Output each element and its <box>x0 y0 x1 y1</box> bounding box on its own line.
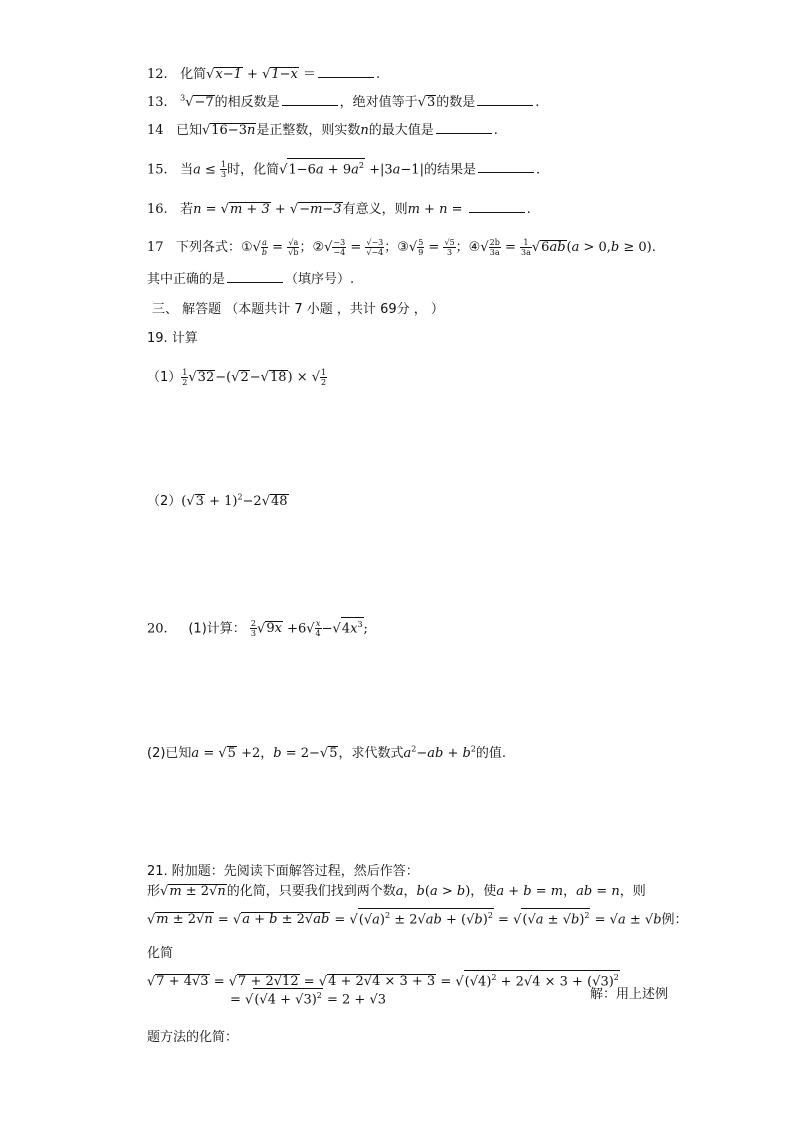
answer-blank[interactable] <box>477 94 533 106</box>
question-21-line1: 21. 附加题：先阅读下面解答过程，然后作答： <box>147 864 419 879</box>
question-21-example: $√7 + 4√3 = √7 + 2√12 = √4 + 2√4 \times 3 + 3 = √(√4)^2 + 2√4 \times 3 + (√3)^2$ <box>147 970 620 989</box>
question-21-line6: 题方法的化简： <box>147 1030 239 1045</box>
question-19-title: 19. 计算 <box>147 331 198 346</box>
answer-blank[interactable] <box>469 201 525 213</box>
answer-blank[interactable] <box>282 94 338 106</box>
answer-blank[interactable] <box>478 161 534 173</box>
question-14: 14 已知√16−3n是正整数，则实数n的最大值是 . <box>147 123 498 138</box>
answer-blank[interactable] <box>436 122 492 134</box>
question-20-part-2: (2)已知a = √5 +2，b = 2−√5，求代数式$a^2-ab + b^2$的值. <box>147 744 507 761</box>
question-19-part-1: （1） $\frac{1}{2}$ √32−(√2−√18) × √ $\frac{1}{2}$ <box>147 368 327 387</box>
question-21-example-cont: = $√(√4 + √3)^2 = 2 + √3$ <box>230 988 386 1007</box>
answer-blank[interactable] <box>227 271 283 283</box>
question-13: 13. $^3$√−7的相反数是 ，绝对值等于√3的数是 . <box>147 93 540 110</box>
section-3-title: 三、 解答题 （本题共计 7 小题 ，共计 69分 ， ） <box>152 302 444 317</box>
question-17: 17 下列各式：①√ $\frac{a}{b}$ = $\frac{√a}{√b}$ ；②√ $\frac{-3}{-4}$ = $\frac{√-3}{√-4}$ ；③√ $\frac{5}{9}$ = $\frac{√5}{3}$ ；④√ $\frac{2b}{3a}$ = $\frac{1}{3a}$ √6ab(a > 0,b ≥ 0). <box>147 238 656 257</box>
question-12: 12. 化简√x−1 + √1−x ＝ . <box>147 67 381 82</box>
question-19-part-2: $(2)(√3 + 1)^2-2√48$ <box>147 492 288 509</box>
question-21-line4: 化简 <box>147 946 174 961</box>
question-15: 15. 当a ≤ $\frac{1}{3}$ 时，化简$√1-6a + 9a^2 +|3a-1|$的结果是 . <box>147 158 540 179</box>
question-21-formula: $√m \pm 2√n = √a + b \pm 2√ab = √(√a)^2 \pm 2√ab + (√b)^2 = √(√a \pm √b)^2 = √a \pm √b$例： <box>147 908 688 927</box>
answer-blank[interactable] <box>318 66 374 78</box>
question-20-part-1: 20. (1)计算： $\frac{2}{3}$ √9x +6√ $\frac{x}{4}$ $-√4x^3$; <box>147 617 368 638</box>
question-17-line2: 其中正确的是 （填序号）. <box>147 272 355 287</box>
question-16: 16. 若n = √m + 3 + √−m−3有意义，则m + n = . <box>147 202 531 217</box>
question-21-line2: 形√m ± 2√n的化简，只要我们找到两个数a，b(a > b)，使a + b = m，ab = n，则 <box>147 884 646 899</box>
question-21-solve: 解：用上述例 <box>590 987 669 1002</box>
